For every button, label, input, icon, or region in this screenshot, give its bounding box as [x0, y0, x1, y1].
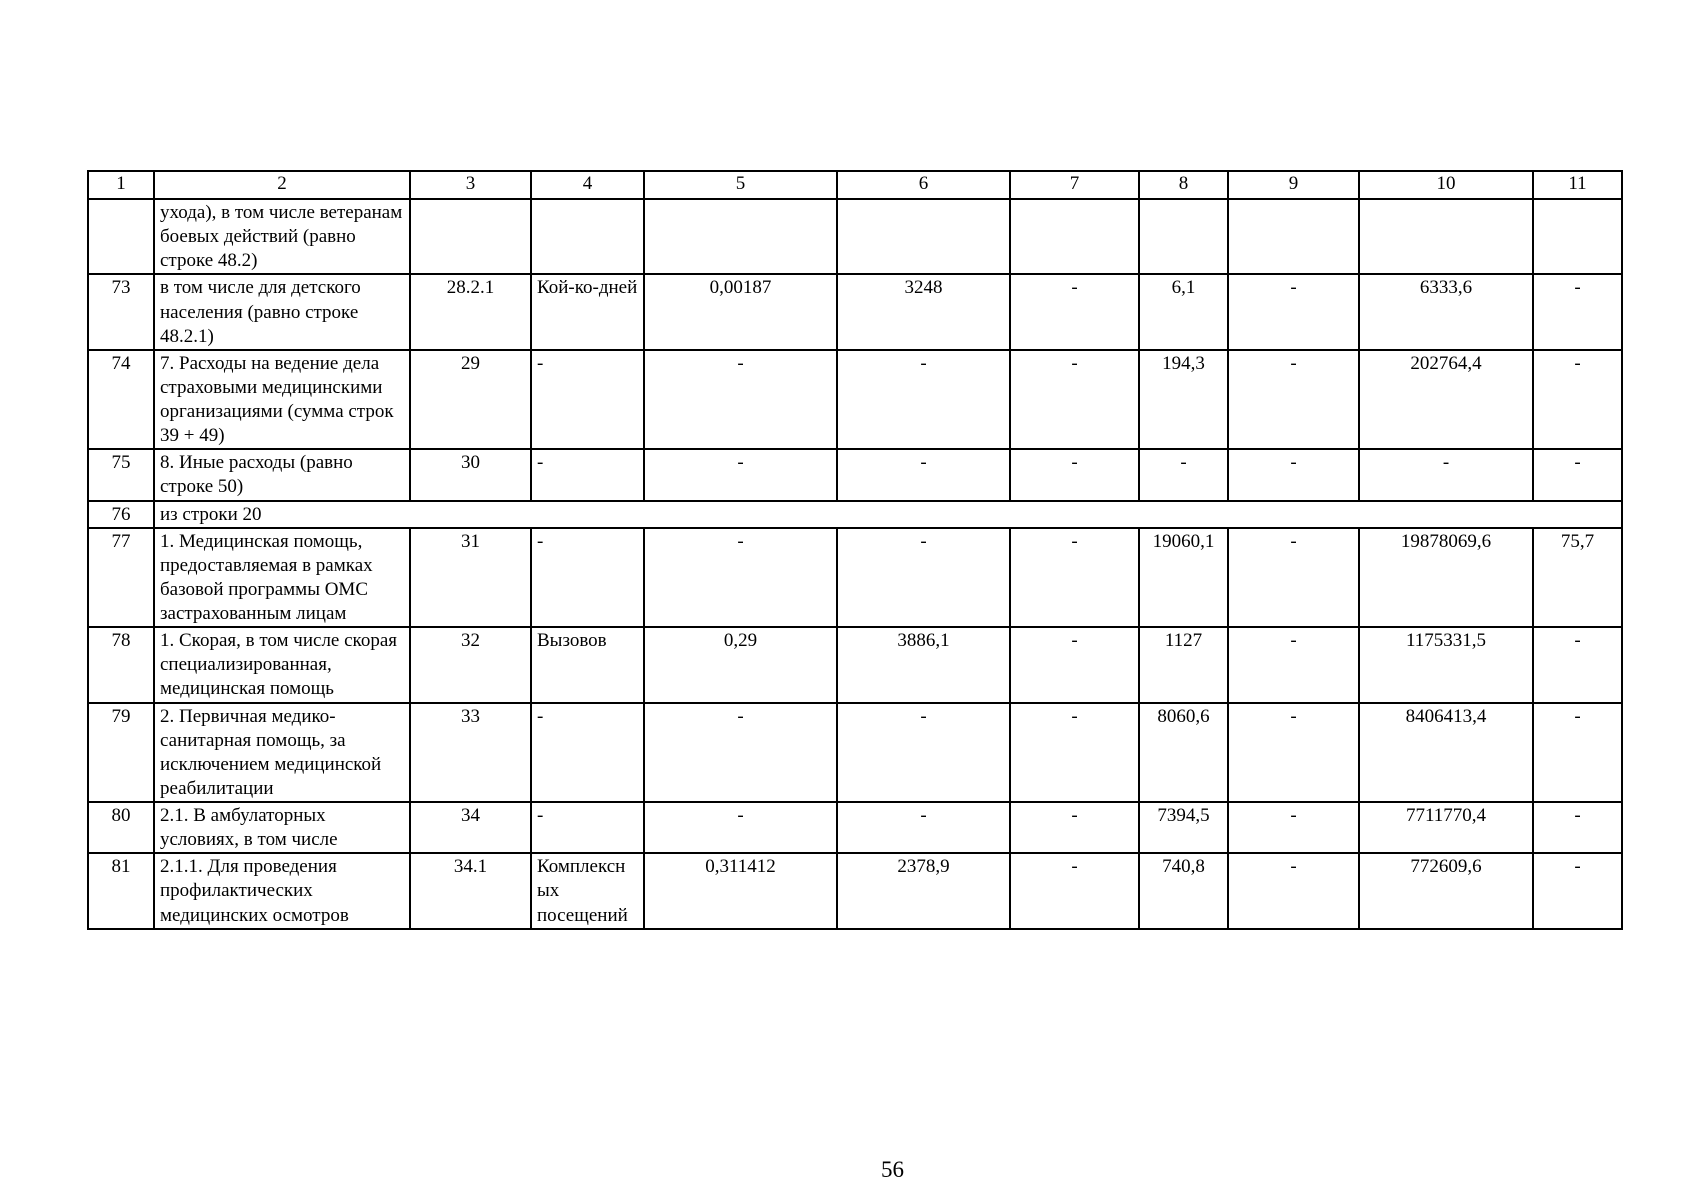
- table-cell: -: [531, 350, 644, 450]
- table-cell: 6333,6: [1359, 274, 1533, 349]
- table-row: [88, 350, 1622, 450]
- table-cell: 8406413,4: [1359, 703, 1533, 803]
- table-cell: 28.2.1: [410, 274, 531, 349]
- table-cell: 202764,4: [1359, 350, 1533, 450]
- column-header: 6: [837, 171, 1010, 199]
- description-cell: 8. Иные расходы (равно строке 50): [154, 449, 410, 500]
- table-cell: 2378,9: [837, 853, 1010, 928]
- row-number-cell: 73: [88, 274, 154, 349]
- row-number-cell: 81: [88, 853, 154, 928]
- table-row: [88, 853, 1622, 928]
- description-cell: 2. Первичная медико-санитарная помощь, за исключением медицинской реабилитации: [154, 703, 410, 803]
- table-cell: -: [837, 528, 1010, 628]
- table-cell: 31: [410, 528, 531, 628]
- table-cell: 19878069,6: [1359, 528, 1533, 628]
- table-cell: -: [1228, 274, 1359, 349]
- table-cell: -: [644, 449, 837, 500]
- table-cell: [1359, 199, 1533, 274]
- row-number-cell: 76: [88, 501, 154, 528]
- row-number-cell: 74: [88, 350, 154, 450]
- table-cell: -: [1228, 350, 1359, 450]
- column-header: 2: [154, 171, 410, 199]
- table-cell: -: [1010, 703, 1139, 803]
- table-cell: -: [644, 802, 837, 853]
- table-row: [88, 627, 1622, 702]
- table-cell: -: [531, 802, 644, 853]
- column-header: 4: [531, 171, 644, 199]
- table-cell: 0,29: [644, 627, 837, 702]
- table-cell: -: [644, 528, 837, 628]
- description-cell: 1. Медицинская помощь, предоставляемая в рамках базовой программы ОМС застрахованным лицам: [154, 528, 410, 628]
- table-cell: -: [1010, 274, 1139, 349]
- table-cell: [1533, 199, 1622, 274]
- table-cell: -: [1533, 449, 1622, 500]
- column-header: 7: [1010, 171, 1139, 199]
- table-cell: Комплексных посещений: [531, 853, 644, 928]
- column-header: 10: [1359, 171, 1533, 199]
- table-cell: -: [837, 802, 1010, 853]
- table-cell: 740,8: [1139, 853, 1228, 928]
- table-cell: 33: [410, 703, 531, 803]
- table-cell: 0,311412: [644, 853, 837, 928]
- description-cell: 2.1.1. Для проведения профилактических медицинских осмотров: [154, 853, 410, 928]
- table-cell: -: [1010, 627, 1139, 702]
- table-cell: -: [1010, 853, 1139, 928]
- table-cell: 29: [410, 350, 531, 450]
- column-header: 5: [644, 171, 837, 199]
- row-number-cell: 77: [88, 528, 154, 628]
- table-cell: -: [1359, 449, 1533, 500]
- table-cell: 0,00187: [644, 274, 837, 349]
- table-cell: -: [1228, 802, 1359, 853]
- table-cell: 8060,6: [1139, 703, 1228, 803]
- description-cell: 7. Расходы на ведение дела страховыми медицинскими организациями (сумма строк 39 + 49): [154, 350, 410, 450]
- table-cell: 32: [410, 627, 531, 702]
- table-cell: -: [1010, 350, 1139, 450]
- table-cell: 1127: [1139, 627, 1228, 702]
- table-cell: -: [1228, 853, 1359, 928]
- table-row: [88, 274, 1622, 349]
- table-cell: Вызовов: [531, 627, 644, 702]
- table-cell: 6,1: [1139, 274, 1228, 349]
- row-number-cell: 80: [88, 802, 154, 853]
- table-cell: -: [1228, 528, 1359, 628]
- description-cell: ухода), в том числе ветеранам боевых действий (равно строке 48.2): [154, 199, 410, 274]
- table-cell: -: [1533, 802, 1622, 853]
- table-cell: 3886,1: [837, 627, 1010, 702]
- table-cell: -: [1228, 627, 1359, 702]
- row-number-cell: [88, 199, 154, 274]
- table-cell: -: [837, 703, 1010, 803]
- table-row: [88, 802, 1622, 853]
- table-cell: -: [1533, 703, 1622, 803]
- table-cell: -: [837, 449, 1010, 500]
- data-table: [87, 170, 1623, 930]
- description-cell: 2.1. В амбулаторных условиях, в том числе: [154, 802, 410, 853]
- table-cell: -: [1139, 449, 1228, 500]
- column-header: 9: [1228, 171, 1359, 199]
- table-cell: [1010, 199, 1139, 274]
- table-cell: -: [1533, 274, 1622, 349]
- table-cell: 75,7: [1533, 528, 1622, 628]
- table-cell: -: [1010, 449, 1139, 500]
- table-cell: 34: [410, 802, 531, 853]
- description-cell: 1. Скорая, в том числе скорая специализированная, медицинская помощь: [154, 627, 410, 702]
- table-cell: -: [1010, 528, 1139, 628]
- table-cell: -: [1533, 627, 1622, 702]
- table-cell: 7394,5: [1139, 802, 1228, 853]
- column-header: 1: [88, 171, 154, 199]
- table-cell: 1175331,5: [1359, 627, 1533, 702]
- table-cell: 34.1: [410, 853, 531, 928]
- row-number-cell: 75: [88, 449, 154, 500]
- table-row: [88, 449, 1622, 500]
- row-number-cell: 78: [88, 627, 154, 702]
- table-cell: 772609,6: [1359, 853, 1533, 928]
- table-row: [88, 501, 1622, 528]
- page-number: 56: [881, 1157, 904, 1182]
- table-cell: -: [1228, 449, 1359, 500]
- table-cell: -: [531, 449, 644, 500]
- table-header-row: [88, 171, 1622, 199]
- column-header: 3: [410, 171, 531, 199]
- section-label-cell: из строки 20: [154, 501, 1622, 528]
- table-cell: Кой-ко-дней: [531, 274, 644, 349]
- table-cell: -: [1010, 802, 1139, 853]
- column-header: 11: [1533, 171, 1622, 199]
- table-cell: 3248: [837, 274, 1010, 349]
- table-cell: 7711770,4: [1359, 802, 1533, 853]
- table-cell: -: [1228, 703, 1359, 803]
- table-row: [88, 199, 1622, 274]
- table-cell: -: [1533, 853, 1622, 928]
- table-row: [88, 703, 1622, 803]
- column-header: 8: [1139, 171, 1228, 199]
- table-cell: [1139, 199, 1228, 274]
- table-row: [88, 528, 1622, 628]
- table-cell: -: [1533, 350, 1622, 450]
- table-cell: -: [837, 350, 1010, 450]
- row-number-cell: 79: [88, 703, 154, 803]
- table-cell: -: [531, 528, 644, 628]
- table-cell: [644, 199, 837, 274]
- table-cell: -: [531, 703, 644, 803]
- table-cell: [837, 199, 1010, 274]
- table-cell: [410, 199, 531, 274]
- table-cell: 194,3: [1139, 350, 1228, 450]
- table-cell: -: [644, 350, 837, 450]
- table-cell: 30: [410, 449, 531, 500]
- table-cell: 19060,1: [1139, 528, 1228, 628]
- table-cell: [1228, 199, 1359, 274]
- table-cell: -: [644, 703, 837, 803]
- table-cell: [531, 199, 644, 274]
- description-cell: в том числе для детского населения (равно строке 48.2.1): [154, 274, 410, 349]
